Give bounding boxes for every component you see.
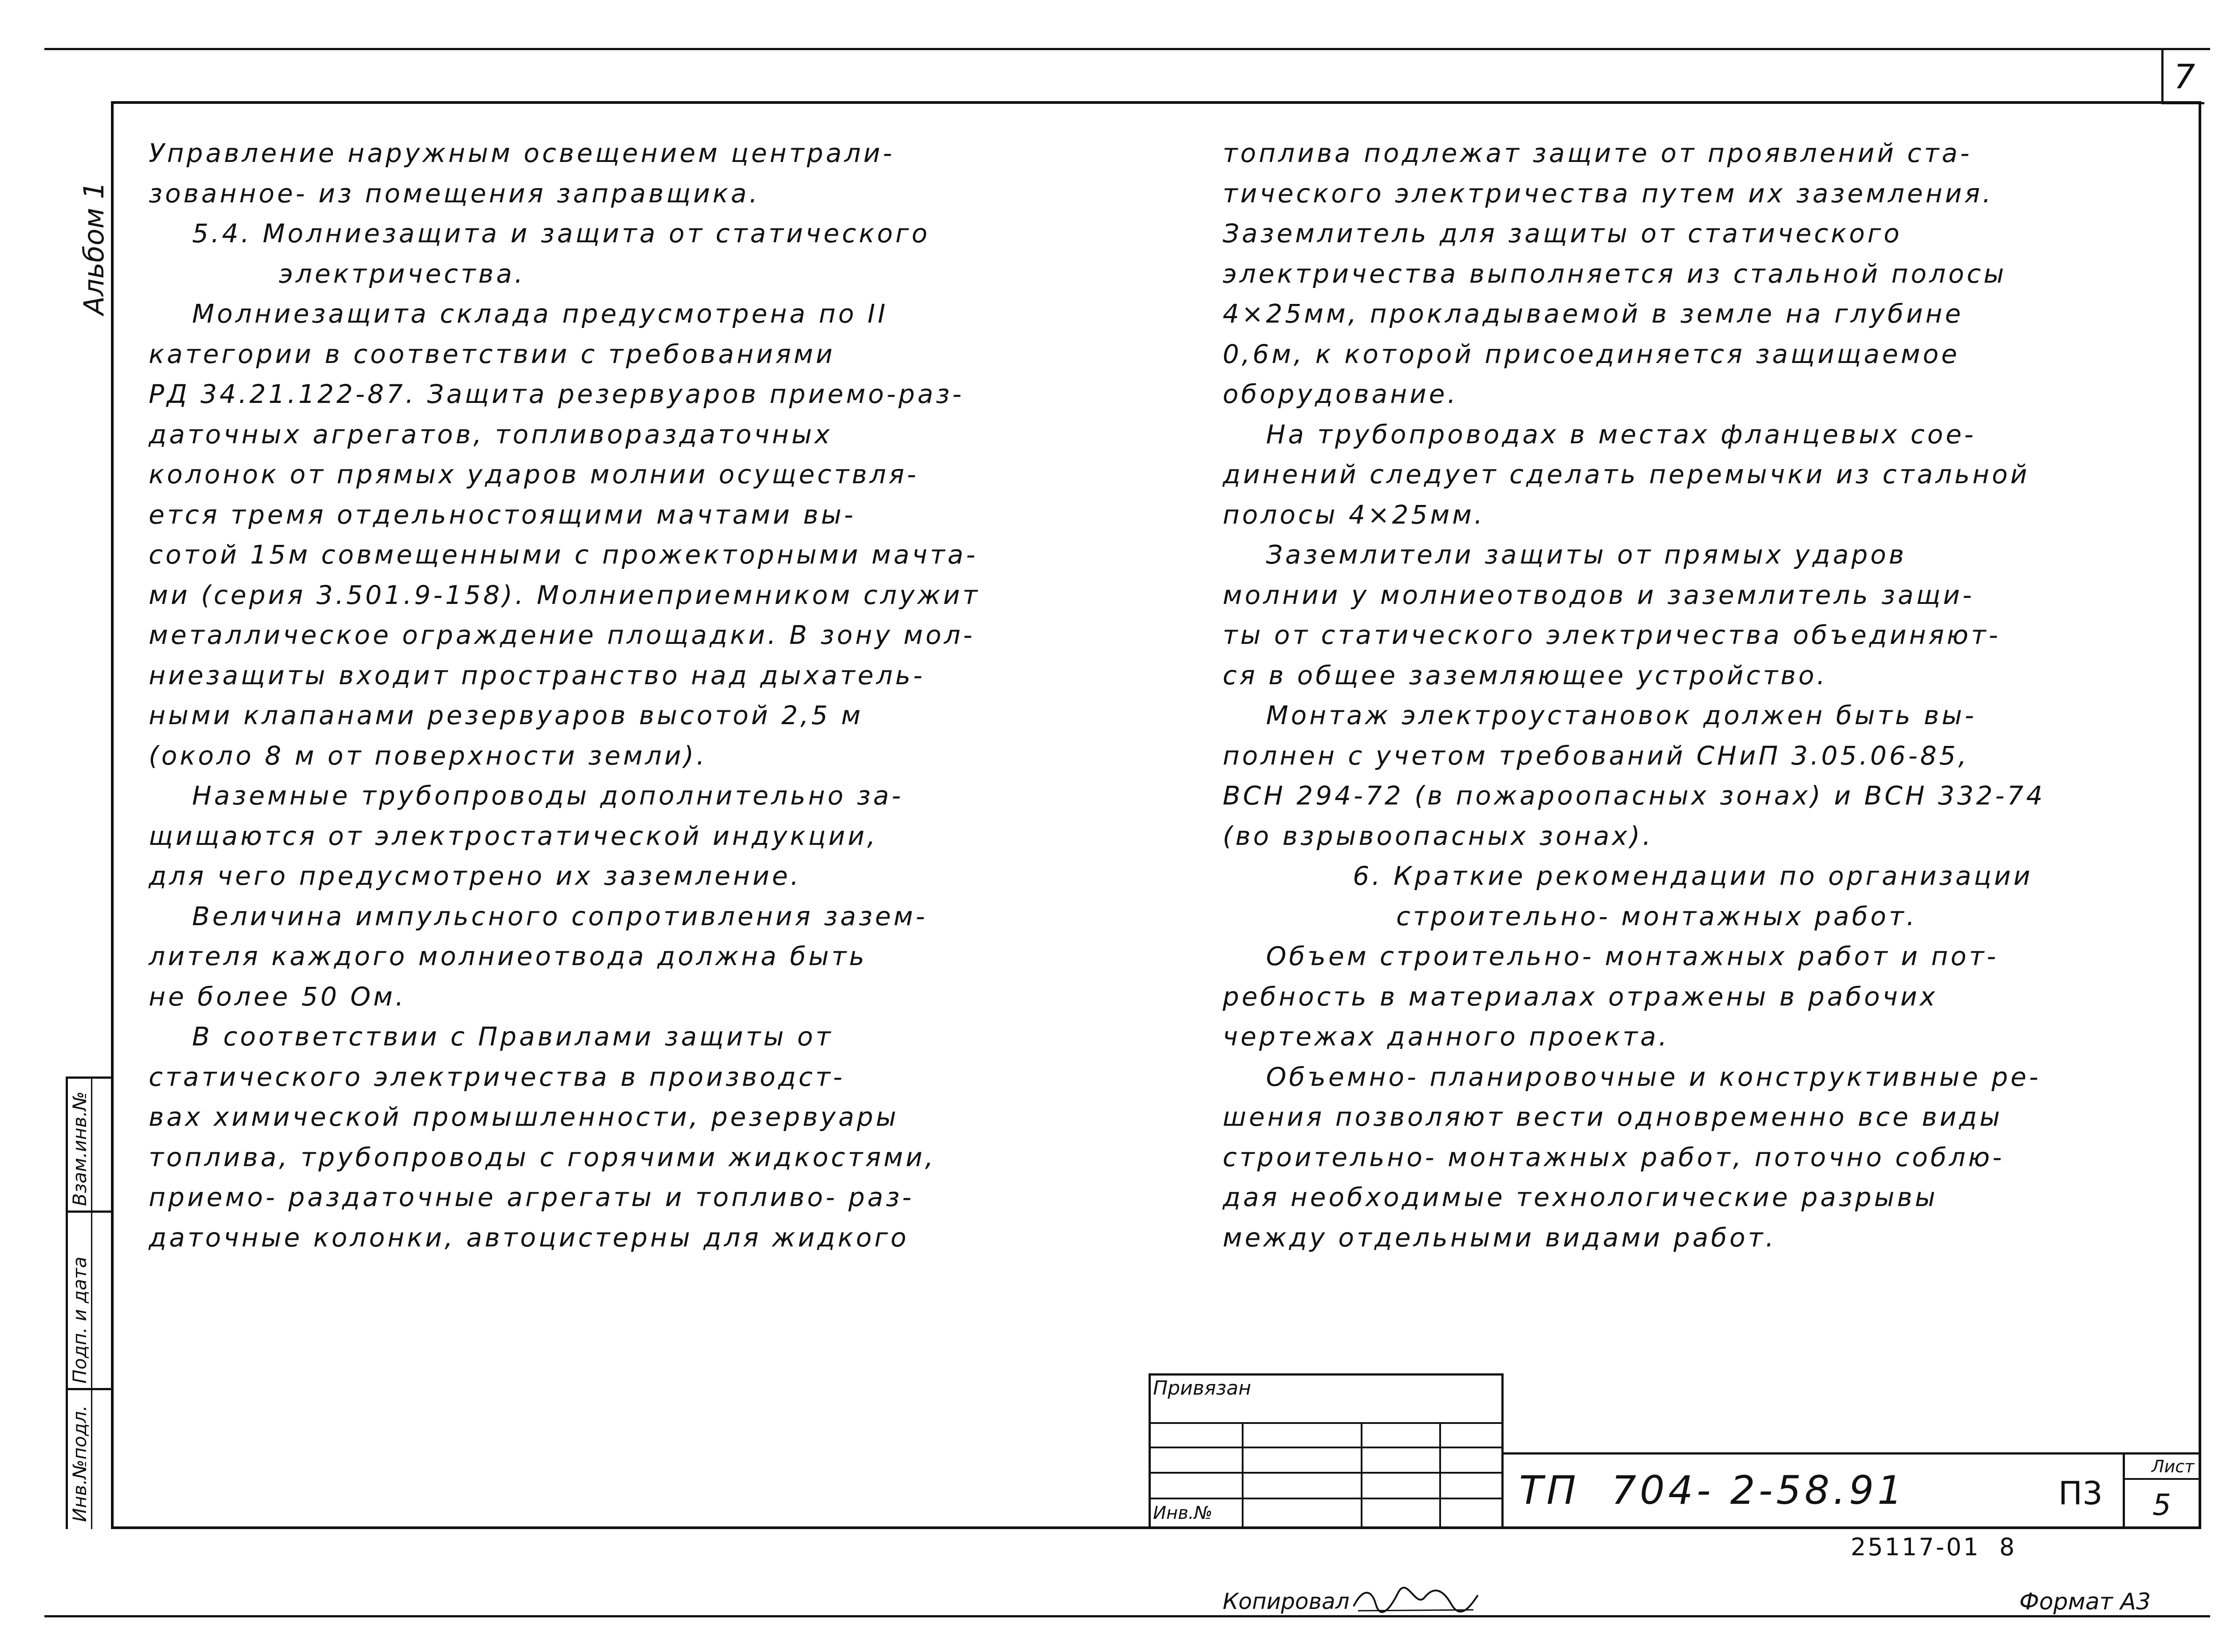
text-line: шения позволяют вести одновременно все виды bbox=[1223, 1102, 2003, 1132]
side-stamp-inner bbox=[91, 1076, 92, 1529]
text-line: зованное- из помещения заправщика. bbox=[149, 178, 760, 209]
text-line: 4×25мм, прокладываемой в земле на глубине bbox=[1223, 299, 1964, 329]
text-line: категории в соответствии с требованиями bbox=[149, 339, 835, 369]
inventory-label: Инв.№ bbox=[1153, 1503, 1212, 1523]
text-line: Заземлители защиты от прямых ударов bbox=[1223, 540, 1907, 570]
text-line: 0,6м, к которой присоединяется защищаемое bbox=[1223, 339, 1960, 369]
copied-label: Копировал bbox=[1223, 1589, 1350, 1614]
text-line: щищаются от электростатической индукции, bbox=[149, 820, 878, 851]
stamp-col-line bbox=[1242, 1422, 1244, 1529]
bottom-rule bbox=[44, 1615, 2210, 1617]
text-line: ными клапанами резервуаров высотой 2,5 м bbox=[149, 700, 864, 730]
text-line: ребность в материалах отражены в рабочих bbox=[1223, 981, 1938, 1012]
sheet-label: Лист bbox=[2152, 1457, 2195, 1476]
sheet-number: 5 bbox=[2152, 1488, 2171, 1522]
side-stamp-divider bbox=[66, 1388, 111, 1390]
text-line: топлива, трубопроводы с горячими жидкостями, bbox=[149, 1142, 936, 1172]
text-line: На трубопроводах в местах фланцевых сое- bbox=[1223, 419, 1976, 449]
text-line: ется тремя отдельностоящими мачтами вы- bbox=[149, 499, 856, 530]
album-label: Альбом 1 bbox=[78, 181, 110, 315]
archive-number: 25117-01 bbox=[1851, 1533, 1980, 1561]
stamp-row-line bbox=[1149, 1447, 1504, 1448]
title-block bbox=[1149, 1373, 2201, 1529]
side-stamp-replaces: Взам.инв.№ bbox=[69, 1091, 91, 1206]
text-line: 5.4. Молниезащита и защита от статического bbox=[149, 218, 930, 248]
stamp-col-line bbox=[1439, 1422, 1441, 1529]
right-text-column bbox=[1223, 133, 2045, 1258]
text-line: молнии у молниеотводов и заземлитель защи- bbox=[1223, 580, 1974, 610]
text-line: динений следует сделать перемычки из стальной bbox=[1223, 459, 2030, 489]
title-top-line bbox=[1504, 1452, 2201, 1455]
text-line: между отдельными видами работ. bbox=[1223, 1222, 1777, 1253]
text-line: электричества. bbox=[149, 258, 525, 289]
text-line: 6. Краткие рекомендации по организации bbox=[1223, 861, 2033, 891]
text-line: статического электричества в производст- bbox=[149, 1061, 845, 1092]
text-line: электричества выполняется из стальной полосы bbox=[1223, 258, 2007, 289]
sheet-marker: 7 bbox=[2174, 57, 2195, 96]
doc-code: ТП 704- 2-58.91 bbox=[1519, 1467, 1906, 1513]
side-stamp-divider bbox=[66, 1210, 111, 1213]
text-line: для чего предусмотрено их заземление. bbox=[149, 861, 802, 891]
text-line: Величина импульсного сопротивления зазем- bbox=[149, 901, 928, 931]
text-line: оборудование. bbox=[1223, 379, 1458, 409]
text-line: полнен с учетом требований СНиП 3.05.06-85, bbox=[1223, 740, 1969, 771]
text-line: строительно- монтажных работ. bbox=[1223, 901, 1918, 931]
sheet-cell-divider bbox=[2123, 1478, 2201, 1480]
side-stamp-divider bbox=[66, 1076, 111, 1079]
text-line: Наземные трубопроводы дополнительно за- bbox=[149, 781, 904, 811]
text-line: металлическое ограждение площадки. В зону мол- bbox=[149, 620, 975, 650]
text-line: строительно- монтажных работ, поточно соблю- bbox=[1223, 1142, 2005, 1172]
stamp-row-line bbox=[1149, 1422, 1504, 1424]
bound-label: Привязан bbox=[1153, 1377, 1252, 1400]
copier-signature bbox=[1349, 1584, 1482, 1615]
text-line: даточных агрегатов, топливораздаточных bbox=[149, 419, 833, 449]
side-stamp-border bbox=[66, 1076, 68, 1529]
top-rule bbox=[44, 48, 2210, 50]
text-line: вах химической промышленности, резервуары bbox=[149, 1102, 899, 1132]
text-line: полосы 4×25мм. bbox=[1223, 499, 1485, 530]
text-line: Монтаж электроустановок должен быть вы- bbox=[1223, 700, 1977, 730]
stamp-col-line bbox=[1361, 1422, 1362, 1529]
text-line: приемо- раздаточные агрегаты и топливо- раз- bbox=[149, 1182, 914, 1212]
text-line: Объемно- планировочные и конструктивные ре- bbox=[1223, 1061, 2041, 1092]
section-code: П3 bbox=[2058, 1475, 2103, 1512]
text-line: колонок от прямых ударов молнии осуществля- bbox=[149, 459, 919, 489]
stamp-row-line bbox=[1149, 1472, 1504, 1474]
text-line: Объем строительно- монтажных работ и пот- bbox=[1223, 941, 1999, 971]
text-line: Заземлитель для защиты от статического bbox=[1223, 218, 1902, 248]
text-line: Управление наружным освещением централи- bbox=[149, 138, 895, 168]
archive-sheet: 8 bbox=[1999, 1533, 2015, 1561]
format-label: Формат А3 bbox=[2019, 1589, 2151, 1615]
text-line: топлива подлежат защите от проявлений ста- bbox=[1223, 138, 1972, 168]
text-line: (около 8 м от поверхности земли). bbox=[149, 740, 707, 771]
sheet-cell-border bbox=[2123, 1452, 2125, 1529]
text-line: сотой 15м совмещенными с прожекторными мачта- bbox=[149, 540, 978, 570]
side-stamp-signature: Подп. и дата bbox=[69, 1256, 91, 1384]
text-line: лителя каждого молниеотвода должна быть bbox=[149, 941, 867, 971]
text-line: даточные колонки, автоцистерны для жидкого bbox=[149, 1222, 909, 1253]
text-line: В соответствии с Правилами защиты от bbox=[149, 1021, 833, 1052]
stamp-row-line bbox=[1149, 1498, 1504, 1499]
text-line: ми (серия 3.501.9-158). Молниеприемником служит bbox=[149, 580, 980, 610]
text-line: чертежах данного проекта. bbox=[1223, 1021, 1670, 1052]
text-line: ты от статического электричества объединяют- bbox=[1223, 620, 2001, 650]
left-text-column bbox=[149, 133, 980, 1258]
text-line: ВСН 294-72 (в пожароопасных зонах) и ВСН 332-74 bbox=[1223, 781, 2045, 811]
text-line: ниезащиты входит пространство над дыхатель- bbox=[149, 660, 925, 690]
text-line: РД 34.21.122-87. Защита резервуаров приемо-раз- bbox=[149, 379, 964, 409]
text-line: не более 50 Ом. bbox=[149, 981, 407, 1012]
text-line: дая необходимые технологические разрывы bbox=[1223, 1182, 1938, 1212]
text-line: тического электричества путем их заземления. bbox=[1223, 178, 1994, 209]
text-line: Молниезащита склада предусмотрена по II bbox=[149, 299, 888, 329]
side-stamp-inventory: Инв.№подл. bbox=[69, 1405, 91, 1522]
text-line: (во взрывоопасных зонах). bbox=[1223, 820, 1654, 851]
text-line: ся в общее заземляющее устройство. bbox=[1223, 660, 1828, 690]
